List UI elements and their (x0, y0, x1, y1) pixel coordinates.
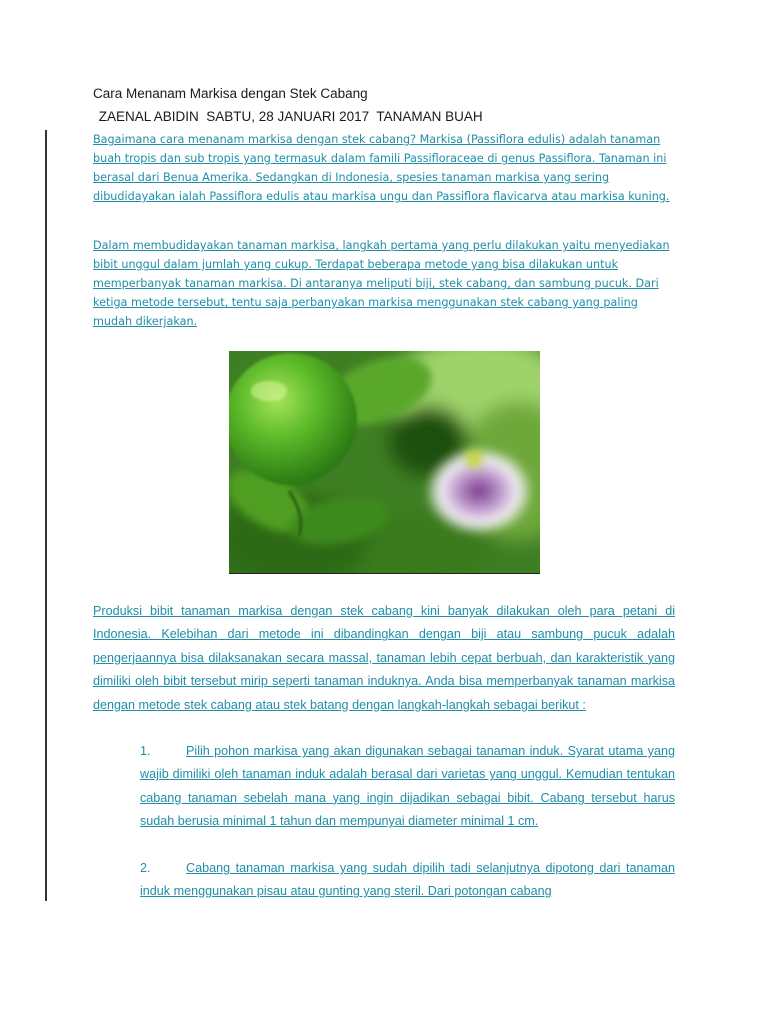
step-text: Cabang tanaman markisa yang sudah dipilih tadi selanjutnya dipotong dari tanaman induk menggunakan pisau atau gunting yang steril. Dari potongan cabang (140, 861, 675, 899)
step-item-2[interactable] (140, 857, 675, 904)
margin-change-bar (45, 130, 47, 901)
document-title: Cara Menanam Markisa dengan Stek Cabang (93, 86, 368, 101)
document-meta: ZAENAL ABIDIN SABTU, 28 JANUARI 2017 TANAMAN BUAH (95, 109, 483, 124)
second-paragraph[interactable]: Dalam membudidayakan tanaman markisa, langkah pertama yang perlu dilakukan yaitu menyediakan bibit unggul dalam jumlah yang cukup. Terdapat beberapa metode yang bisa dilakukan untuk memperbanyak tanaman markisa. Di antaranya meliputi biji, stek cabang, dan sambung pucuk. Dari ketiga metode tersebut, tentu saja perbanyakan markisa menggunakan stek cabang yang paling mudah dikerjakan. (93, 239, 670, 328)
third-paragraph[interactable]: Produksi bibit tanaman markisa dengan stek cabang kini banyak dilakukan oleh para petani di Indonesia. Kelebihan dari metode ini dibandingkan dengan biji atau sambung pucuk adalah pengerjaannya bisa dilaksanakan secara massal, tanaman lebih cepat berbuah, dan karakteristik yang dimiliki oleh bibit tersebut mirip seperti tanaman induknya. Anda bisa memperbanyak tanaman markisa dengan metode stek cabang atau stek batang dengan langkah-langkah sebagai berikut : (93, 604, 675, 712)
intro-paragraph[interactable]: Bagaimana cara menanam markisa dengan stek cabang? Markisa (Passiflora edulis) adalah tanaman buah tropis dan sub tropis yang termasuk dalam famili Passifloraceae di genus Passiflora. Tanaman ini berasal dari Benua Amerika. Sedangkan di Indonesia, spesies tanaman markisa yang sering dibudidayakan ialah Passiflora edulis atau markisa ungu dan Passiflora flavicarva atau markisa kuning. (93, 133, 670, 203)
step-number: 2. (140, 861, 151, 875)
step-text: Pilih pohon markisa yang akan digunakan sebagai tanaman induk. Syarat utama yang wajib dimiliki oleh tanaman induk adalah berasal dari varietas yang unggul. Kemudian tentukan cabang tanaman sebelah mana yang ingin dijadikan sebagai bibit. Cabang tersebut harus sudah berusia minimal 1 tahun dan mempunyai diameter minimal 1 cm. (140, 744, 675, 829)
step-number: 1. (140, 744, 151, 758)
passion-fruit-photo (229, 351, 540, 573)
passion-fruit-image (229, 351, 540, 573)
figure-bottom-rule (229, 573, 540, 574)
step-item-1[interactable] (140, 740, 675, 857)
